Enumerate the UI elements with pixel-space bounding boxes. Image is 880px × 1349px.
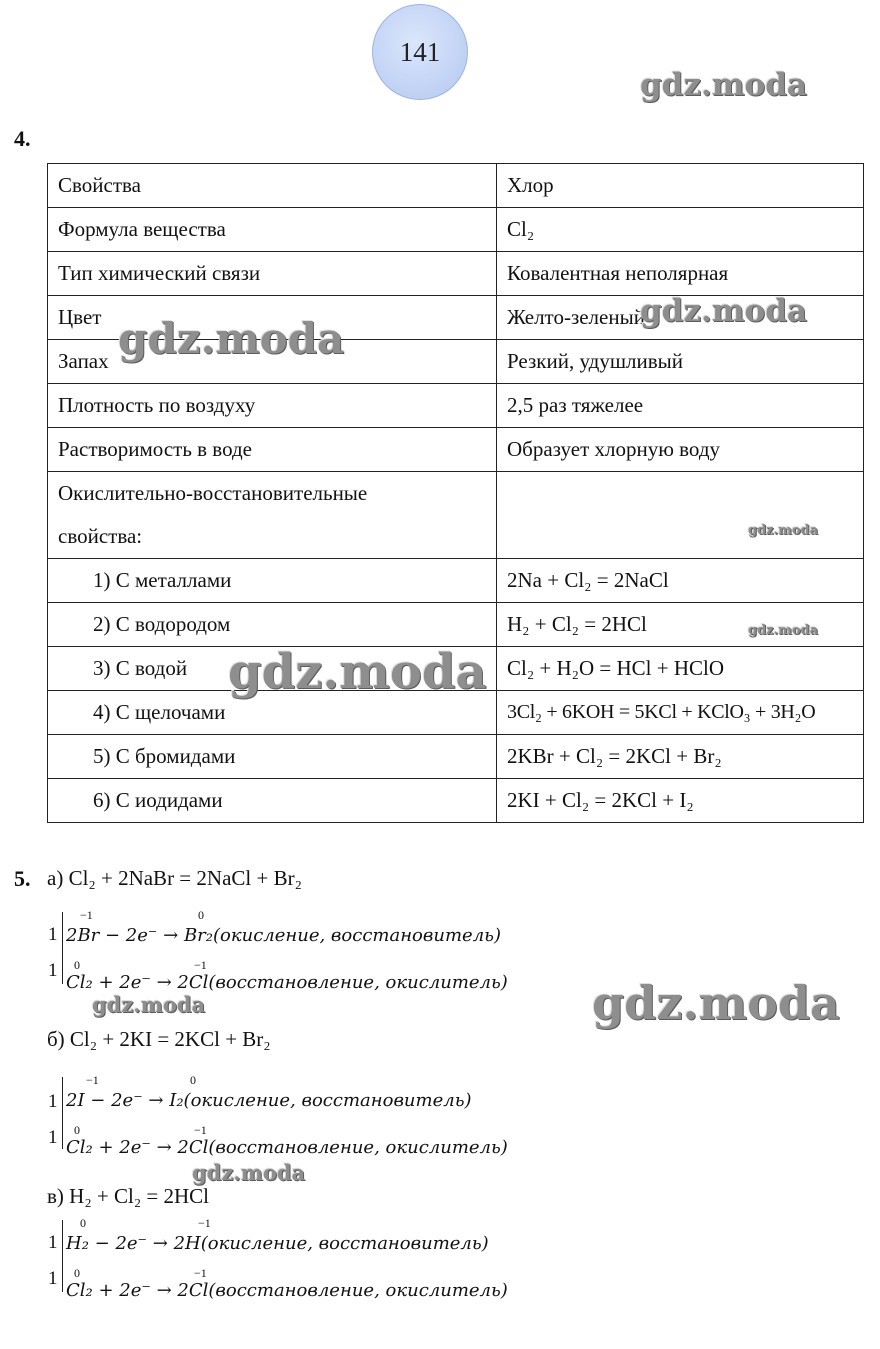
watermark: gdz.moda	[118, 314, 345, 363]
property-name: Растворимость в воде	[48, 428, 497, 472]
redox-title-line-1: Окислительно-восстановительные	[58, 481, 368, 505]
table-header-row	[48, 164, 864, 208]
oxidation-state: −1	[198, 1216, 211, 1230]
balance-coefficient: 1	[48, 1268, 58, 1289]
table-row	[48, 735, 864, 779]
watermark: gdz.moda	[748, 523, 819, 538]
reaction-partner: 2) С водородом	[48, 603, 497, 647]
reaction-equation: Cl₂ + H₂O = HCl + HClO	[497, 647, 864, 691]
property-name: Запах	[48, 340, 497, 384]
balance-coefficient: 1	[48, 1091, 58, 1112]
property-name: Тип химический связи	[48, 252, 497, 296]
watermark: gdz.moda	[592, 976, 840, 1030]
watermark: gdz.moda	[640, 67, 807, 103]
balance-coefficient: 1	[48, 1127, 58, 1148]
reaction-equation: H₂ + Cl₂ = 2HCl	[497, 603, 864, 647]
property-value: Желто-зеленый	[497, 296, 864, 340]
property-value: Образует хлорную воду	[497, 428, 864, 472]
reaction-partner: 4) С щелочами	[48, 691, 497, 735]
watermark: gdz.moda	[748, 623, 819, 638]
watermark: gdz.moda	[228, 644, 487, 700]
chlorine-properties-table	[47, 163, 864, 823]
reaction-partner: 3) С водой	[48, 647, 497, 691]
redox-title	[48, 472, 497, 559]
redox-title-empty	[497, 472, 864, 559]
half-reaction-reduction: Cl₂ + 2e⁻ → 2Cl(восстановление, окислитель)	[66, 1137, 508, 1158]
reaction-equation: 2KBr + Cl₂ = 2KCl + Br₂	[497, 735, 864, 779]
property-name: Формула вещества	[48, 208, 497, 252]
balance-coefficient: 1	[48, 1232, 58, 1253]
balance-coefficient: 1	[48, 924, 58, 945]
reaction-equation: 3Cl₂ + 6KOH = 5KCl + KClO₃ + 3H₂O	[497, 691, 864, 735]
reaction-equation: 2KI + Cl₂ = 2KCl + I₂	[497, 779, 864, 823]
reaction-partner: 6) С иодидами	[48, 779, 497, 823]
half-reaction-reduction: Cl₂ + 2e⁻ → 2Cl(восстановление, окислитель)	[66, 1280, 508, 1301]
property-value: 2,5 раз тяжелее	[497, 384, 864, 428]
balance-bar	[62, 1220, 63, 1292]
electron-balance-a	[48, 908, 528, 993]
electron-balance-b	[48, 1073, 528, 1158]
header-property: Свойства	[48, 164, 497, 208]
task-4-number: 4.	[14, 126, 31, 151]
property-value: Ковалентная неполярная	[497, 252, 864, 296]
redox-title-row	[48, 472, 864, 559]
property-name: Плотность по воздуху	[48, 384, 497, 428]
table-row	[48, 779, 864, 823]
property-value: Cl₂	[497, 208, 864, 252]
reaction-equation: 2Na + Cl₂ = 2NaCl	[497, 559, 864, 603]
half-reaction-oxidation: H₂ − 2e⁻ → 2H(окисление, восстановитель)	[66, 1233, 489, 1254]
table-row	[48, 428, 864, 472]
table-row	[48, 252, 864, 296]
balance-bar	[62, 1077, 63, 1149]
oxidation-state: −1	[194, 958, 207, 972]
table-row	[48, 384, 864, 428]
property-name: Цвет	[48, 296, 497, 340]
balance-bar	[62, 912, 63, 984]
oxidation-state: 0	[80, 1216, 86, 1230]
task-5-number: 5.	[14, 866, 31, 891]
property-value: Резкий, удушливый	[497, 340, 864, 384]
oxidation-state: −1	[86, 1073, 99, 1087]
page-number: 141	[372, 4, 468, 100]
watermark: gdz.moda	[640, 293, 807, 329]
half-reaction-oxidation: 2I − 2e⁻ → I₂(окисление, восстановитель)	[66, 1090, 472, 1111]
half-reaction-reduction: Cl₂ + 2e⁻ → 2Cl(восстановление, окислитель)	[66, 972, 508, 993]
watermark: gdz.moda	[92, 992, 206, 1017]
electron-balance-c	[48, 1216, 528, 1301]
oxidation-state: −1	[194, 1123, 207, 1137]
oxidation-state: 0	[198, 908, 204, 922]
half-reaction-oxidation: 2Br − 2e⁻ → Br₂(окисление, восстановитель)	[66, 925, 501, 946]
oxidation-state: 0	[74, 1266, 80, 1280]
redox-title-line-2: свойства:	[58, 524, 143, 548]
table-row	[48, 208, 864, 252]
equation-a: а) Cl₂ + 2NaBr = 2NaCl + Br₂	[47, 866, 302, 890]
oxidation-state: 0	[74, 958, 80, 972]
oxidation-state: 0	[190, 1073, 196, 1087]
oxidation-state: 0	[74, 1123, 80, 1137]
watermark: gdz.moda	[192, 1160, 306, 1185]
oxidation-state: −1	[80, 908, 93, 922]
table-row	[48, 603, 864, 647]
reaction-partner: 1) С металлами	[48, 559, 497, 603]
table-row	[48, 559, 864, 603]
equation-b: б) Cl₂ + 2KI = 2KCl + Br₂	[47, 1027, 271, 1051]
reaction-partner: 5) С бромидами	[48, 735, 497, 779]
balance-coefficient: 1	[48, 960, 58, 981]
header-chlorine: Хлор	[497, 164, 864, 208]
equation-c: в) H₂ + Cl₂ = 2HCl	[47, 1184, 210, 1208]
oxidation-state: −1	[194, 1266, 207, 1280]
